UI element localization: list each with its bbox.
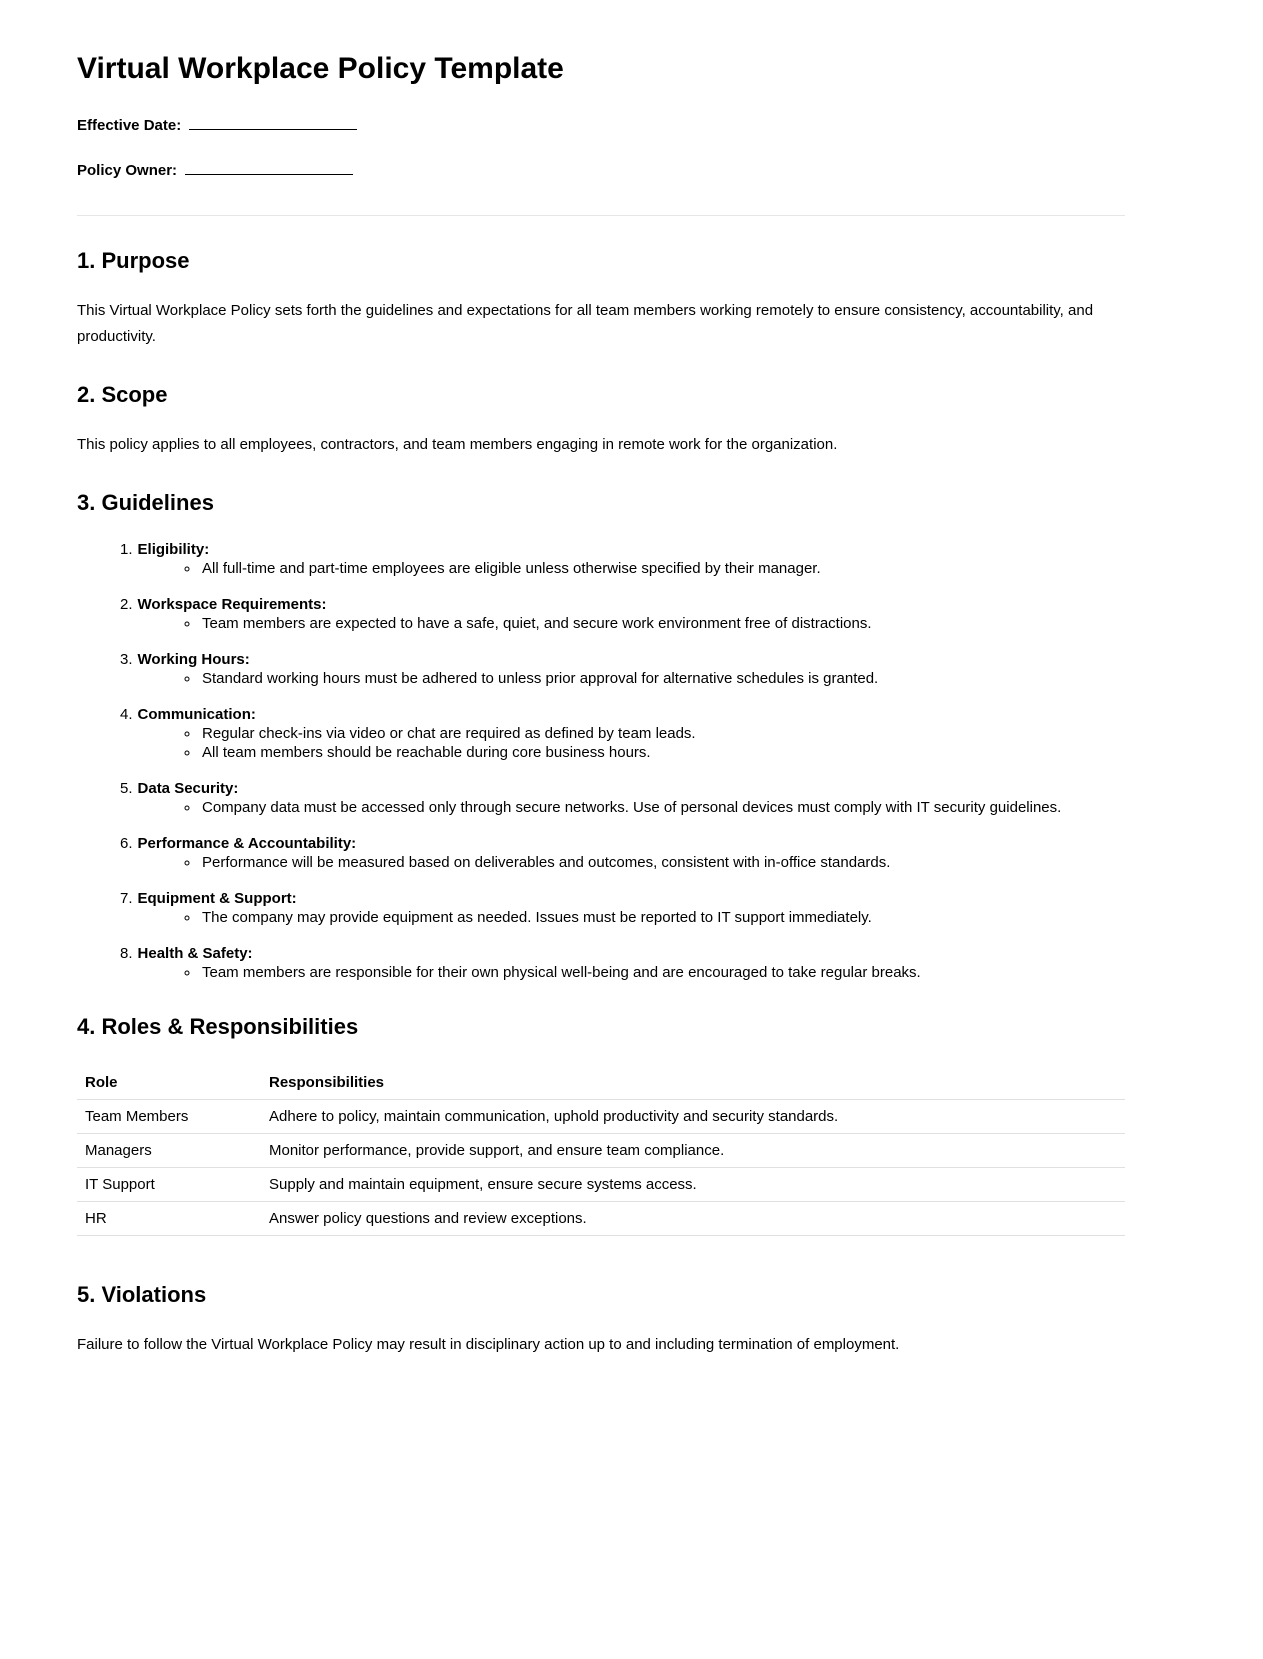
guideline-title: Data Security:	[137, 780, 239, 797]
guideline-point: ◦ Company data must be accessed only through secure networks. Use of personal devices must comply with IT security guidelines.	[200, 798, 1125, 817]
violations-body: Failure to follow the Virtual Workplace Policy may result in disciplinary action up to and including termination of employment.	[77, 1336, 900, 1353]
role-cell: Team Members	[77, 1100, 261, 1134]
guideline-item-health-safety	[77, 944, 1125, 982]
table-row	[77, 1134, 1125, 1168]
table-row	[77, 1100, 1125, 1134]
guideline-point: ◦ The company may provide equipment as needed. Issues must be reported to IT support immediately.	[200, 908, 1125, 927]
effective-date-field	[77, 116, 1125, 136]
section-heading-guidelines: 3. Guidelines	[77, 490, 214, 515]
guideline-number: 6.	[120, 835, 133, 852]
guideline-number: 2.	[120, 596, 133, 613]
guideline-point: ◦ Performance will be measured based on deliverables and outcomes, consistent with in-office standards.	[200, 853, 1125, 872]
role-cell: IT Support	[77, 1168, 261, 1202]
section-heading-roles: 4. Roles & Responsibilities	[77, 1014, 359, 1039]
responsibilities-cell: Adhere to policy, maintain communication, uphold productivity and security standards.	[261, 1100, 1125, 1134]
guideline-item-performance-accountability	[77, 834, 1125, 872]
guideline-title: Communication:	[137, 706, 256, 723]
guideline-point: ◦ Standard working hours must be adhered to unless prior approval for alternative schedules is granted.	[200, 669, 1125, 688]
responsibilities-cell: Monitor performance, provide support, and ensure team compliance.	[261, 1134, 1125, 1168]
guideline-number: 1.	[120, 541, 133, 558]
guideline-item-communication	[77, 705, 1125, 762]
roles-table-header-role: Role	[77, 1066, 261, 1100]
guideline-title: Eligibility:	[137, 541, 210, 558]
section-heading-purpose: 1. Purpose	[77, 248, 190, 273]
effective-date-label: Effective Date:	[77, 117, 182, 134]
table-row	[77, 1202, 1125, 1236]
responsibilities-cell: Answer policy questions and review exceptions.	[261, 1202, 1125, 1236]
guideline-head	[77, 540, 1125, 559]
scope-body: This policy applies to all employees, contractors, and team members engaging in remote work for the organization.	[77, 436, 838, 453]
roles-table-header-row	[77, 1066, 1125, 1100]
roles-table	[77, 1066, 1125, 1236]
policy-owner-blank	[185, 161, 353, 175]
guideline-item-eligibility	[77, 540, 1125, 578]
guideline-number: 8.	[120, 945, 133, 962]
guidelines-list	[77, 540, 1125, 982]
guideline-point: ◦ All team members should be reachable during core business hours.	[200, 743, 1125, 762]
guideline-head	[77, 650, 1125, 669]
guideline-number: 4.	[120, 706, 133, 723]
guideline-head	[77, 834, 1125, 853]
guideline-title: Equipment & Support:	[137, 890, 297, 907]
page-title: Virtual Workplace Policy Template	[77, 52, 564, 85]
policy-owner-label: Policy Owner:	[77, 162, 178, 179]
top-divider	[77, 215, 1125, 216]
section-heading-scope: 2. Scope	[77, 382, 168, 407]
responsibilities-cell: Supply and maintain equipment, ensure secure systems access.	[261, 1168, 1125, 1202]
roles-table-header-responsibilities: Responsibilities	[261, 1066, 1125, 1100]
policy-owner-field	[77, 161, 1125, 181]
guideline-head	[77, 779, 1125, 798]
role-cell: HR	[77, 1202, 261, 1236]
effective-date-blank	[189, 116, 357, 130]
guideline-item-workspace-requirements	[77, 595, 1125, 633]
guideline-item-data-security	[77, 779, 1125, 817]
guideline-point: ◦ Team members are responsible for their own physical well-being and are encouraged to take regular breaks.	[200, 963, 1125, 982]
guideline-title: Working Hours:	[137, 651, 250, 668]
role-cell: Managers	[77, 1134, 261, 1168]
guideline-item-equipment-support	[77, 889, 1125, 927]
guideline-title: Performance & Accountability:	[137, 835, 357, 852]
guideline-number: 5.	[120, 780, 133, 797]
section-heading-violations: 5. Violations	[77, 1282, 207, 1307]
guideline-point: ◦ Regular check-ins via video or chat are required as defined by team leads.	[200, 724, 1125, 743]
guideline-number: 3.	[120, 651, 133, 668]
guideline-head	[77, 705, 1125, 724]
guideline-point: ◦ All full-time and part-time employees are eligible unless otherwise specified by their manager.	[200, 559, 1125, 578]
guideline-head	[77, 944, 1125, 963]
guideline-title: Health & Safety:	[137, 945, 253, 962]
guideline-point: ◦ Team members are expected to have a safe, quiet, and secure work environment free of distractions.	[200, 614, 1125, 633]
guideline-number: 7.	[120, 890, 133, 907]
purpose-body: This Virtual Workplace Policy sets forth the guidelines and expectations for all team members working remotely to ensure consistency, accountability, and productivity.	[77, 302, 1094, 345]
guideline-title: Workspace Requirements:	[137, 596, 327, 613]
guideline-item-working-hours	[77, 650, 1125, 688]
guideline-head	[77, 889, 1125, 908]
guideline-head	[77, 595, 1125, 614]
table-row	[77, 1168, 1125, 1202]
